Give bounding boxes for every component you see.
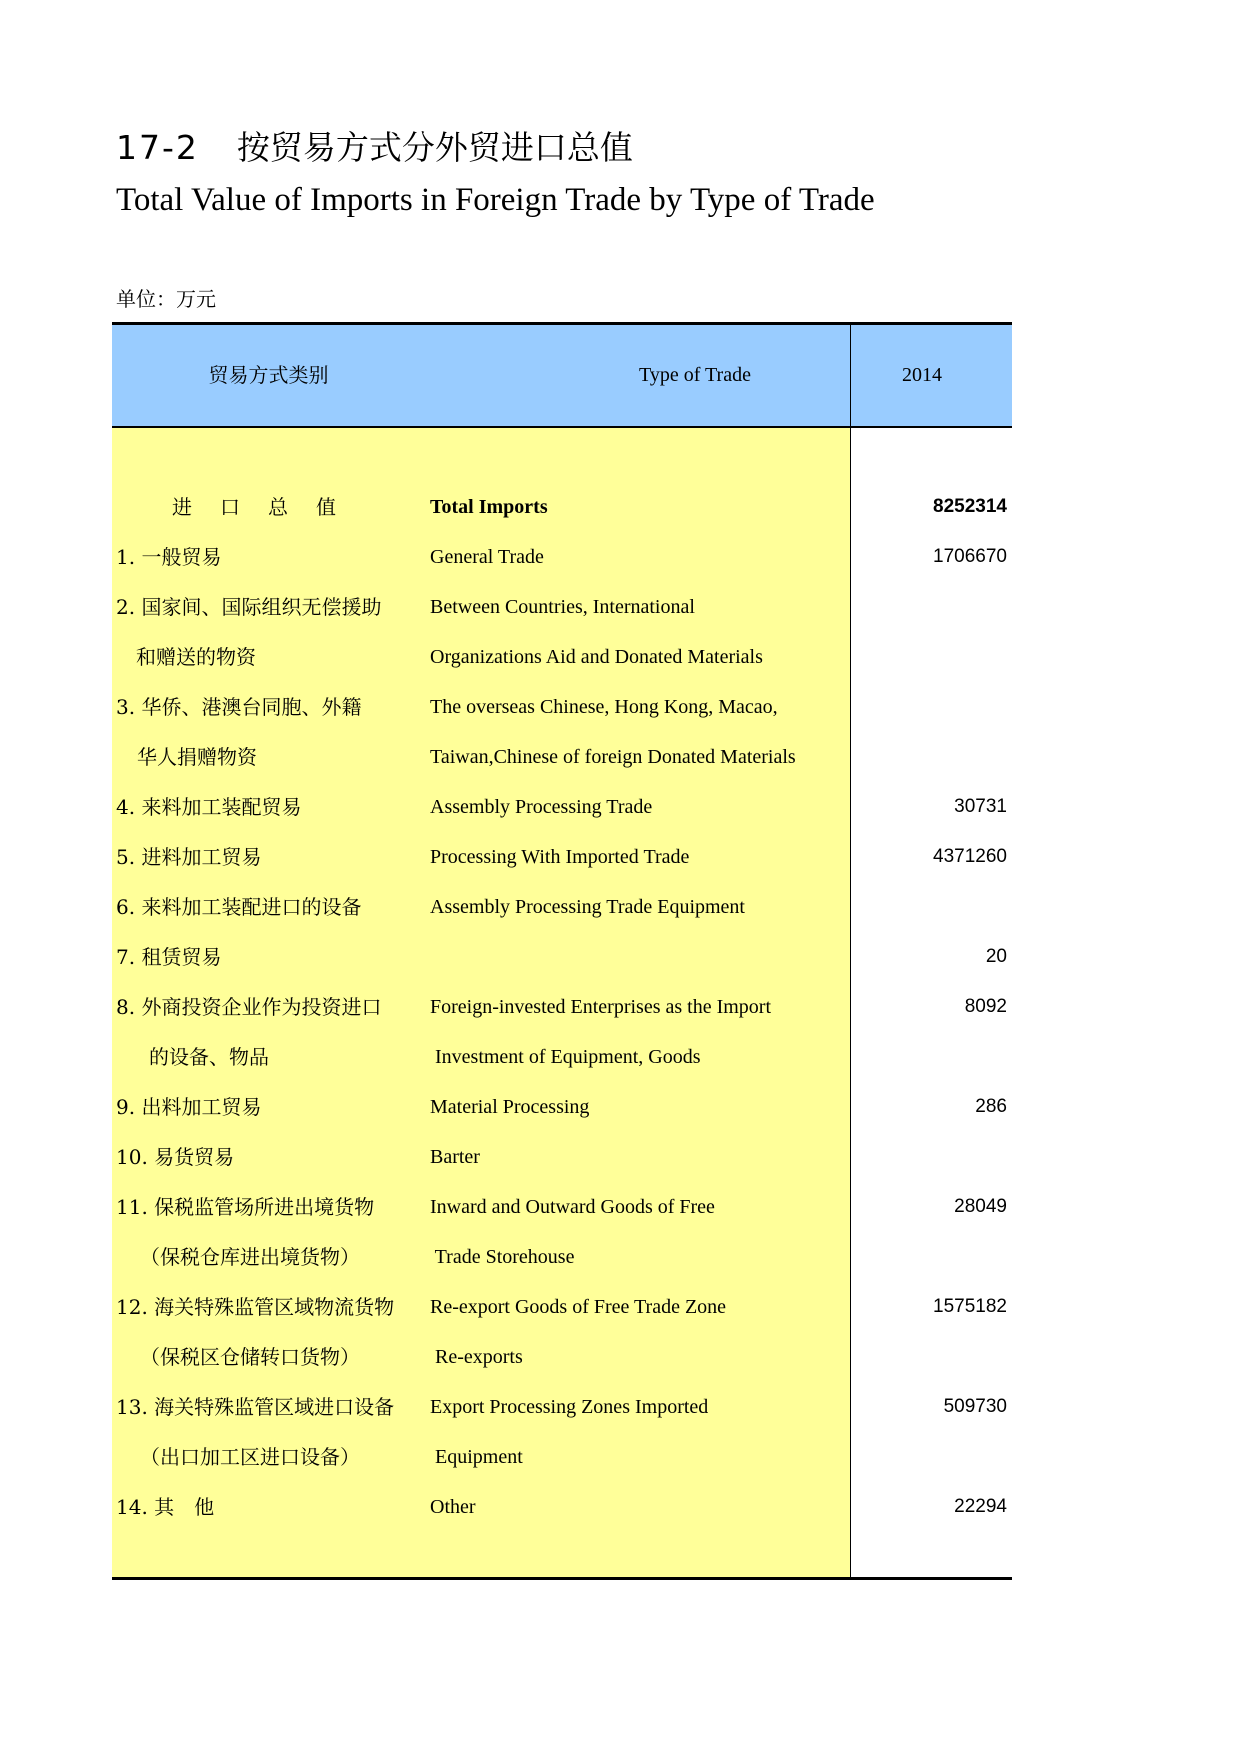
row-value: 28049 bbox=[954, 1196, 1007, 1217]
row-label-cn: （保税区仓储转口货物） bbox=[140, 1345, 360, 1369]
table-row bbox=[112, 782, 1012, 832]
table-row bbox=[112, 1282, 1012, 1332]
row-value: 8252314 bbox=[933, 496, 1007, 517]
row-label-cn: 13. 海关特殊监管区域进口设备 bbox=[116, 1395, 395, 1419]
row-value: 20 bbox=[985, 946, 1007, 967]
table-row bbox=[112, 682, 1012, 732]
row-label-en: Re-exports bbox=[430, 1346, 523, 1368]
table-bottom-rule bbox=[112, 1577, 1012, 1580]
row-label-cn: 12. 海关特殊监管区域物流货物 bbox=[116, 1295, 395, 1319]
row-label-en: Between Countries, International bbox=[430, 596, 695, 618]
row-label-cn: 1. 一般贸易 bbox=[116, 545, 222, 569]
row-label-en: Material Processing bbox=[430, 1096, 590, 1118]
row-label-cn: 8. 外商投资企业作为投资进口 bbox=[116, 995, 382, 1019]
table-row-total bbox=[112, 482, 1012, 532]
unit-label: 单位：万元 bbox=[116, 287, 216, 311]
row-label-en: Re-export Goods of Free Trade Zone bbox=[430, 1296, 727, 1318]
row-label-en: Total Imports bbox=[430, 496, 548, 518]
row-label-en: Assembly Processing Trade Equipment bbox=[430, 896, 745, 918]
table-row bbox=[112, 1132, 1012, 1182]
row-label-cn: 和赠送的物资 bbox=[116, 645, 256, 669]
header-en: Type of Trade bbox=[639, 364, 751, 386]
row-label-cn: 7. 租赁贸易 bbox=[116, 945, 222, 969]
row-value: 4371260 bbox=[933, 846, 1007, 867]
row-label-cn: 10. 易货贸易 bbox=[116, 1145, 235, 1169]
table-row bbox=[112, 582, 1012, 632]
row-label-en: Barter bbox=[430, 1146, 480, 1168]
page-title-en: Total Value of Imports in Foreign Trade by Type of Trade bbox=[116, 182, 875, 218]
table-row bbox=[112, 1032, 1012, 1082]
row-label-en: General Trade bbox=[430, 546, 544, 568]
row-label-cn: 11. 保税监管场所进出境货物 bbox=[116, 1195, 375, 1219]
table-row bbox=[112, 1232, 1012, 1282]
row-label-en: Organizations Aid and Donated Materials bbox=[430, 646, 763, 668]
row-label-en: Equipment bbox=[430, 1446, 523, 1468]
row-label-en: The overseas Chinese, Hong Kong, Macao, bbox=[430, 696, 778, 718]
table-row bbox=[112, 632, 1012, 682]
row-label-en: Processing With Imported Trade bbox=[430, 846, 690, 868]
page-title-cn bbox=[116, 124, 633, 172]
row-label-cn: 进 口 总 值 bbox=[148, 495, 340, 519]
row-value: 1706670 bbox=[933, 546, 1007, 567]
table-row bbox=[112, 1082, 1012, 1132]
row-label-en: Assembly Processing Trade bbox=[430, 796, 653, 818]
header-year: 2014 bbox=[902, 364, 942, 386]
row-label-cn: 3. 华侨、港澳台同胞、外籍 bbox=[116, 695, 362, 719]
row-label-en: Foreign-invested Enterprises as the Import bbox=[430, 996, 772, 1018]
header-cn: 贸易方式类别 bbox=[208, 363, 329, 387]
table-row bbox=[112, 532, 1012, 582]
row-label-en: Inward and Outward Goods of Free bbox=[430, 1196, 715, 1218]
row-label-cn: 4. 来料加工装配贸易 bbox=[116, 795, 302, 819]
row-value: 8092 bbox=[964, 996, 1007, 1017]
row-value: 509730 bbox=[943, 1396, 1007, 1417]
table-row bbox=[112, 932, 1012, 982]
row-label-en: Investment of Equipment, Goods bbox=[430, 1046, 701, 1068]
row-value: 30731 bbox=[954, 796, 1007, 817]
table-row bbox=[112, 1432, 1012, 1482]
row-label-cn: 2. 国家间、国际组织无偿援助 bbox=[116, 595, 382, 619]
row-label-cn: （保税仓库进出境货物） bbox=[140, 1245, 360, 1269]
table-row bbox=[112, 1482, 1012, 1532]
row-label-en: Export Processing Zones Imported bbox=[430, 1396, 709, 1418]
table-number: 17-2 bbox=[116, 128, 199, 167]
row-value: 22294 bbox=[954, 1496, 1007, 1517]
row-label-cn: 6. 来料加工装配进口的设备 bbox=[116, 895, 362, 919]
row-label-cn: 14. 其 他 bbox=[116, 1495, 215, 1519]
table-row bbox=[112, 832, 1012, 882]
row-label-en: Other bbox=[430, 1496, 476, 1518]
row-label-cn: 的设备、物品 bbox=[149, 1045, 269, 1069]
row-value: 286 bbox=[975, 1096, 1007, 1117]
row-value: 1575182 bbox=[933, 1296, 1007, 1317]
table-row bbox=[112, 1332, 1012, 1382]
row-label-en: Trade Storehouse bbox=[430, 1246, 575, 1268]
table-row bbox=[112, 982, 1012, 1032]
row-label-cn: 9. 出料加工贸易 bbox=[116, 1095, 262, 1119]
table-row bbox=[112, 1382, 1012, 1432]
row-label-cn: 华人捐赠物资 bbox=[137, 745, 257, 769]
table-row bbox=[112, 1182, 1012, 1232]
row-label-cn: （出口加工区进口设备） bbox=[140, 1445, 360, 1469]
row-label-cn: 5. 进料加工贸易 bbox=[116, 845, 262, 869]
table-row bbox=[112, 732, 1012, 782]
table-row bbox=[112, 882, 1012, 932]
row-label-en: Taiwan,Chinese of foreign Donated Materials bbox=[430, 746, 796, 768]
table-header bbox=[112, 325, 1012, 428]
imports-table bbox=[112, 322, 1012, 1580]
title-cn-text: 按贸易方式分外贸进口总值 bbox=[236, 128, 633, 167]
